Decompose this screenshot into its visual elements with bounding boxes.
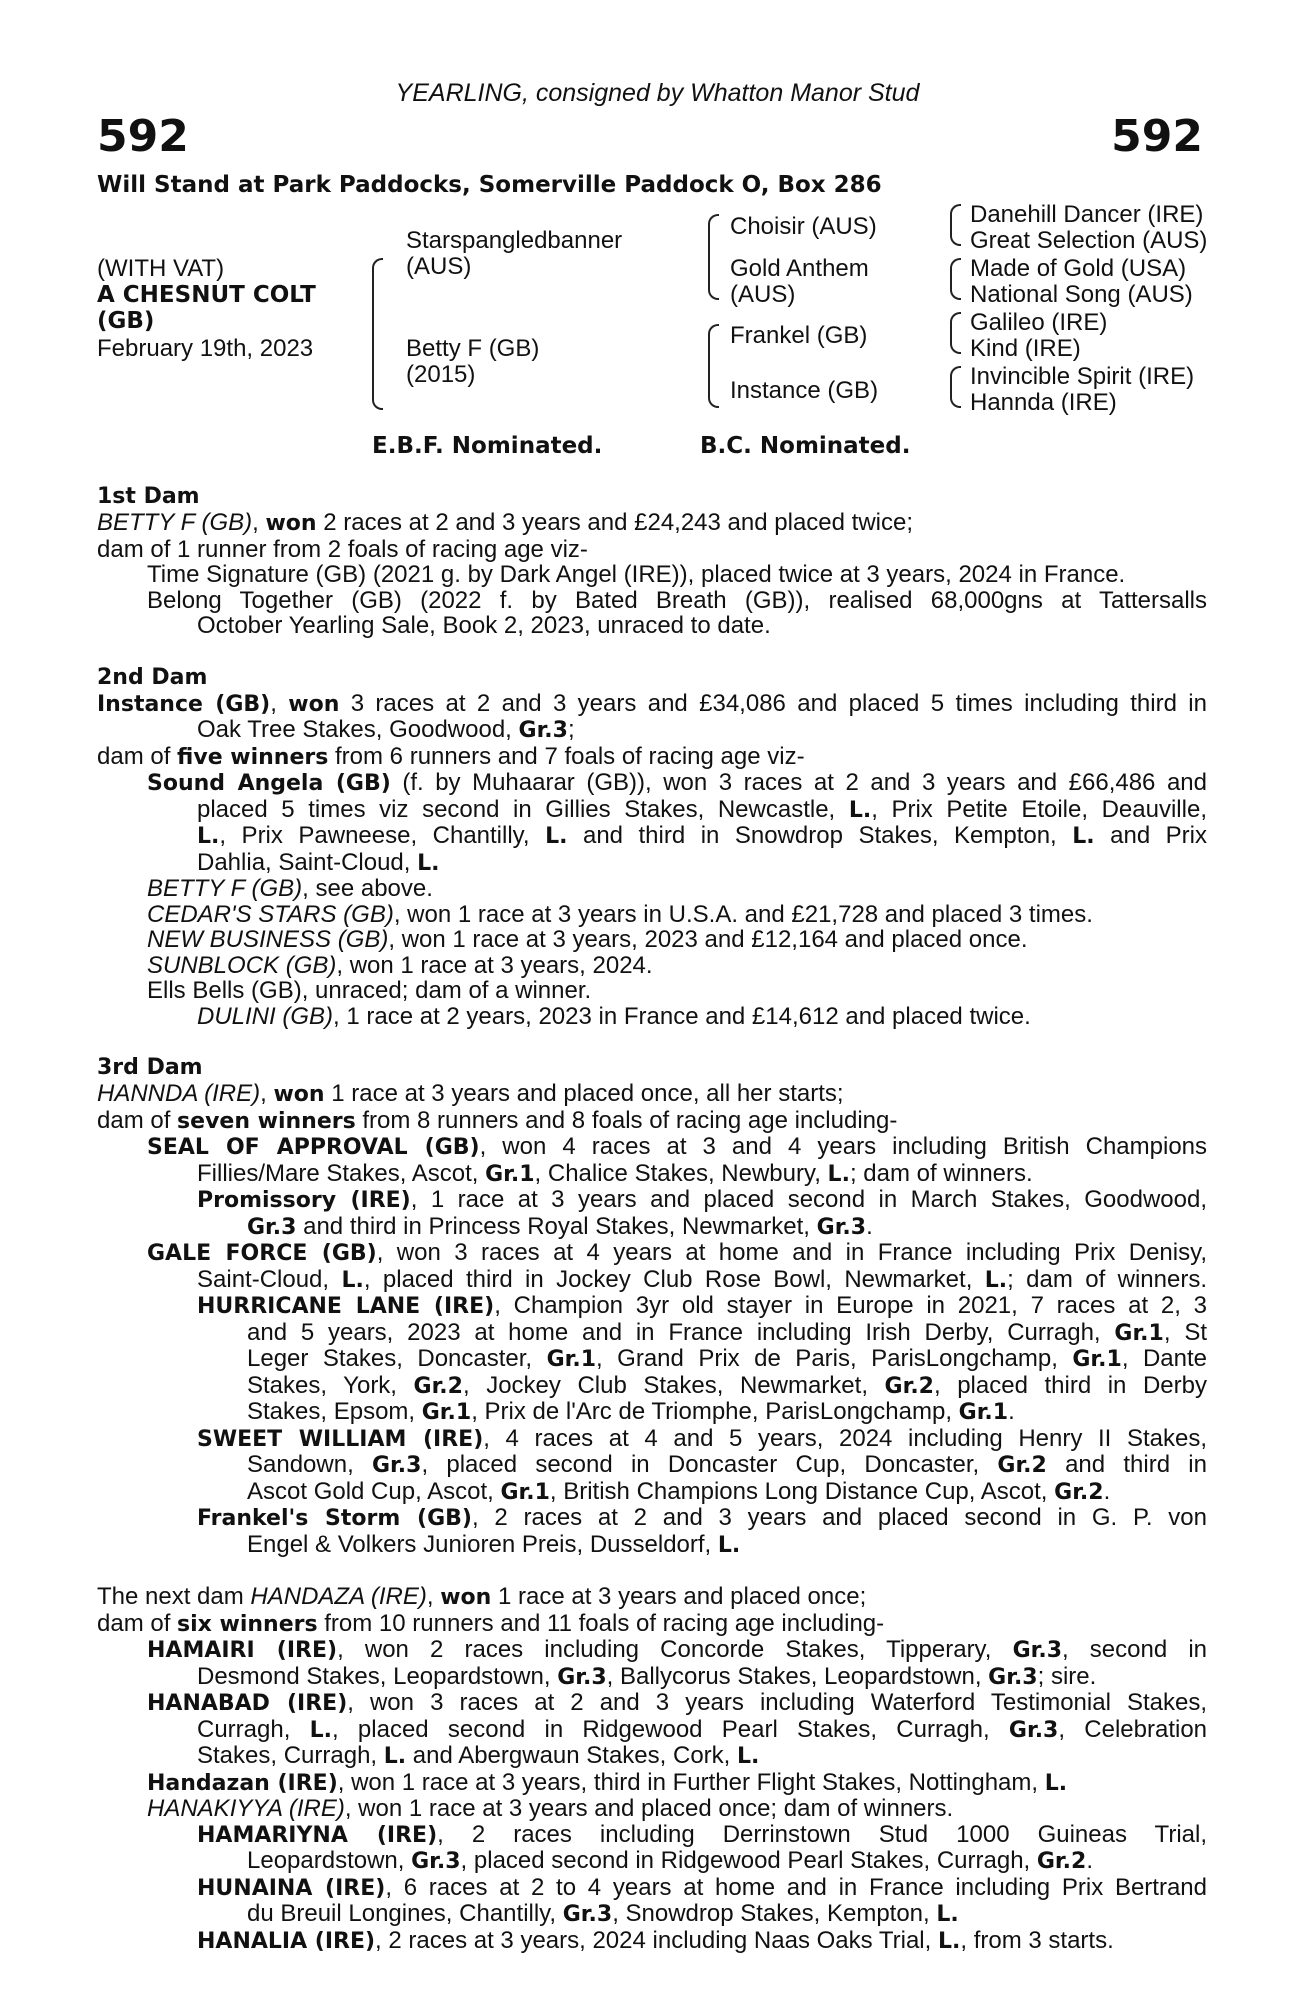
- grade: L.: [737, 1744, 760, 1769]
- text: , won 1 race at 3 years and placed once; dam of winners.: [344, 1795, 954, 1822]
- pedigree-brace-g4: [950, 366, 961, 408]
- text: .: [1086, 1847, 1093, 1874]
- text: , 6 races at 2 to 4 years at home and in France including Prix Bertrand: [385, 1873, 1207, 1901]
- text: Stakes, Epsom,: [247, 1398, 422, 1425]
- text: , Champion 3yr old stayer in Europe in 2021, 7 races at 2, 3: [494, 1292, 1207, 1319]
- pedigree-brace-g3: [950, 312, 961, 354]
- grade: Gr.2: [413, 1373, 463, 1399]
- produce-name: HANAKIYYA (IRE): [147, 1795, 345, 1822]
- text: placed 5 times viz second in Gillies Stakes, Newcastle,: [197, 795, 849, 823]
- text: , Prix de l'Arc de Triomphe, ParisLongchamp,: [471, 1398, 959, 1425]
- second-dam-name: Instance (GB): [97, 691, 271, 717]
- text: ;: [567, 716, 575, 743]
- pedigree-brace-dam: [708, 324, 719, 408]
- produce-name: HUNAINA (IRE): [197, 1875, 386, 1901]
- produce-name: Frankel's Storm (GB): [197, 1506, 472, 1531]
- dam-name: Betty F (GB): [406, 335, 540, 362]
- pedigree-brace-main: [372, 258, 383, 410]
- sire-dam-name: Gold Anthem: [730, 255, 869, 282]
- produce-name: SUNBLOCK (GB): [147, 951, 337, 979]
- grade: Gr.3: [518, 718, 568, 743]
- grade: Gr.3: [988, 1664, 1038, 1690]
- grade: L.: [936, 1902, 959, 1927]
- text: from 6 runners and 7 foals of racing age viz-: [328, 742, 805, 770]
- grade: L.: [1072, 824, 1095, 849]
- text: , won 1 race at 3 years, third in Further Flight Stakes, Nottingham,: [337, 1768, 1045, 1796]
- text: , won 1 race at 3 years, 2023 and £12,164 and placed once.: [388, 926, 1028, 953]
- text: , 1 race at 3 years and placed second in March Stakes, Goodwood,: [410, 1186, 1207, 1213]
- text: Fillies/Mare Stakes, Ascot,: [197, 1159, 486, 1187]
- text: , placed third in Jockey Club Rose Bowl, Newmarket,: [363, 1265, 985, 1293]
- grade: L.: [545, 824, 568, 849]
- produce-name: Promissory (IRE): [197, 1188, 411, 1213]
- horse-dob: February 19th, 2023: [97, 335, 314, 362]
- text: .: [1008, 1398, 1015, 1425]
- produce-name: BETTY F (GB): [147, 875, 303, 902]
- sire-origin: (AUS): [406, 253, 472, 280]
- text: , placed second in Ridgewood Pearl Stakes, Curragh,: [460, 1847, 1037, 1874]
- text: Curragh,: [197, 1715, 310, 1743]
- text: Sandown,: [247, 1451, 372, 1478]
- grade: Gr.1: [500, 1479, 550, 1505]
- text: from 10 runners and 11 foals of racing age including-: [317, 1609, 885, 1637]
- consignor-line: YEARLING, consigned by Whatton Manor Stud: [395, 79, 920, 107]
- produce-belong-together: Belong Together (GB) (2022 f. by Bated Breath (GB)), realised 68,000gns at Tattersalls: [147, 586, 1207, 614]
- grade: L.: [827, 1161, 850, 1187]
- text: , Jockey Club Stakes, Newmarket,: [462, 1371, 885, 1399]
- grade: L.: [383, 1744, 407, 1769]
- produce-name: Handazan (IRE): [147, 1770, 338, 1796]
- text: Leopardstown,: [247, 1847, 412, 1874]
- produce-name: HAMAIRI (IRE): [147, 1638, 338, 1663]
- text: , from 3 starts.: [960, 1926, 1114, 1954]
- text: dam of: [97, 1106, 178, 1134]
- text: , British Champions Long Distance Cup, Ascot,: [549, 1477, 1055, 1505]
- first-dam-title: 1st Dam: [97, 484, 200, 509]
- text: , see above.: [302, 875, 433, 902]
- produce-name: SEAL OF APPROVAL (GB): [147, 1135, 480, 1160]
- won-label: won: [288, 691, 340, 717]
- text: and third in: [1046, 1451, 1207, 1478]
- text: and third in Snowdrop Stakes, Kempton,: [567, 822, 1073, 849]
- text: , 4 races at 4 and 5 years, 2024 including Henry II Stakes,: [483, 1424, 1207, 1452]
- grade: L.: [937, 1928, 961, 1954]
- sep: ,: [270, 689, 289, 717]
- text: and 5 years, 2023 at home and in France including Irish Derby, Curragh,: [247, 1318, 1115, 1346]
- text: Stakes, York,: [247, 1371, 414, 1399]
- text: Leger Stakes, Doncaster,: [247, 1345, 547, 1372]
- text: , 2 races at 2 and 3 years and placed second in G. P. von: [471, 1504, 1207, 1531]
- text: , Dante: [1121, 1345, 1207, 1372]
- winners-count: seven winners: [177, 1108, 356, 1134]
- text: Ascot Gold Cup, Ascot,: [247, 1477, 501, 1505]
- grade: Gr.3: [247, 1214, 297, 1240]
- text: Dahlia, Saint-Cloud,: [197, 848, 418, 876]
- second-dam-record: 3 races at 2 and 3 years and £34,086 and placed 5 times including third in: [339, 689, 1207, 717]
- text: , Ballycorus Stakes, Leopardstown,: [606, 1662, 989, 1690]
- won-label: won: [440, 1585, 492, 1610]
- horse-name-line2: (GB): [97, 308, 155, 334]
- text: Stakes, Curragh,: [197, 1742, 384, 1769]
- text: ; dam of winners.: [849, 1159, 1033, 1187]
- text: , placed second in Doncaster Cup, Doncaster,: [421, 1451, 998, 1478]
- text: du Breuil Longines, Chantilly,: [247, 1900, 563, 1927]
- catalogue-body: [97, 484, 1207, 1954]
- grade: Gr.3: [562, 1902, 613, 1927]
- grade: L.: [984, 1267, 1008, 1293]
- sds: Made of Gold (USA): [970, 255, 1187, 282]
- text: , second in: [1062, 1636, 1208, 1663]
- text: , Chalice Stakes, Newbury,: [534, 1159, 828, 1187]
- text: , St: [1163, 1318, 1207, 1346]
- first-dam-record: 2 races at 2 and 3 years and £24,243 and placed twice;: [316, 509, 913, 536]
- text: Saint-Cloud,: [197, 1265, 342, 1293]
- text: , Snowdrop Stakes, Kempton,: [612, 1900, 937, 1927]
- pedigree-brace-g2: [950, 258, 961, 300]
- grade: L.: [309, 1717, 333, 1743]
- grade: L.: [717, 1532, 741, 1558]
- first-dam-name: BETTY F (GB): [97, 509, 253, 536]
- text: , won 3 races at 4 years at home and in France including Prix Denisy,: [376, 1239, 1207, 1266]
- first-dam-section: 1st Dam BETTY F (GB), won 2 races at 2 and 3 years and £24,243 and placed twice; dam of 1 runner from 2 foals of racing age viz- Time Signature (GB) (2021 g. by Dark Angel (IRE)), placed twice at 3 years, 2024 in France. Belong Together (GB) (2022 f. by Bated Breath (GB)), realised 68,000gns at Tattersalls October Yearling Sale, Book 2, 2023, unraced to date.: [97, 484, 1207, 639]
- stabling-location: Will Stand at Park Paddocks, Somerville Paddock O, Box 286: [97, 172, 882, 198]
- dss: Galileo (IRE): [970, 309, 1108, 336]
- text: and third in Princess Royal Stakes, Newmarket,: [296, 1212, 817, 1240]
- grade: L.: [197, 824, 220, 849]
- grade: Gr.3: [411, 1849, 461, 1874]
- text: , 2 races including Derrinstown Stud 1000 Guineas Trial,: [437, 1820, 1207, 1848]
- text: , Prix Pawneese, Chantilly,: [219, 822, 546, 849]
- grade: L.: [417, 850, 440, 876]
- second-dam-section: [97, 665, 1207, 1030]
- sep: ,: [426, 1583, 441, 1610]
- text: , Celebration: [1058, 1715, 1208, 1743]
- text: , placed second in Ridgewood Pearl Stakes, Curragh,: [332, 1715, 1009, 1743]
- sdd: National Song (AUS): [970, 281, 1193, 308]
- ssd: Great Selection (AUS): [970, 227, 1208, 254]
- grade: Gr.1: [421, 1400, 472, 1425]
- produce-name: HANALIA (IRE): [197, 1928, 376, 1954]
- grade: Gr.2: [997, 1453, 1047, 1478]
- produce-belong-together-cont: October Yearling Sale, Book 2, 2023, unraced to date.: [197, 612, 771, 639]
- sep: ,: [260, 1080, 274, 1107]
- third-dam-section: [97, 1055, 1207, 1558]
- text: dam of: [97, 742, 178, 770]
- text: ; sire.: [1037, 1662, 1097, 1690]
- text: , Prix Petite Etoile, Deauville,: [871, 795, 1207, 823]
- horse-name-line1: A CHESNUT COLT: [97, 282, 316, 308]
- text: (f. by Muhaarar (GB)), won 3 races at 2 and 3 years and £66,486 and: [390, 769, 1207, 796]
- text: from 8 runners and 8 foals of racing age including-: [355, 1106, 898, 1134]
- third-dam-title: 3rd Dam: [97, 1055, 203, 1080]
- winners-count: five winners: [177, 744, 329, 770]
- text: , 2 races at 3 years, 2024 including Naas Oaks Trial,: [375, 1926, 938, 1954]
- grade: Gr.3: [372, 1453, 422, 1478]
- text: .: [866, 1212, 873, 1240]
- produce-name: DULINI (GB): [197, 1002, 334, 1030]
- sire-dam-origin: (AUS): [730, 281, 796, 308]
- grade: Gr.2: [1036, 1849, 1087, 1874]
- text: , placed third in Derby: [933, 1371, 1207, 1399]
- produce-ells-bells: Ells Bells (GB), unraced; dam of a winner.: [147, 977, 592, 1004]
- produce-time-signature: Time Signature (GB) (2021 g. by Dark Angel (IRE)), placed twice at 3 years, 2024 in France.: [147, 561, 1126, 588]
- text: and Prix: [1094, 822, 1208, 849]
- grade: Gr.3: [1008, 1717, 1059, 1743]
- text: 1 race at 3 years and placed once;: [491, 1583, 867, 1610]
- text: The next dam: [97, 1583, 251, 1610]
- grade: Gr.1: [485, 1161, 535, 1187]
- grade: Gr.1: [1114, 1320, 1164, 1346]
- text: , won 2 races including Concorde Stakes, Tipperary,: [337, 1636, 1013, 1663]
- produce-name: CEDAR'S STARS (GB): [147, 900, 394, 928]
- sire-sire: Choisir (AUS): [730, 213, 877, 240]
- grade: L.: [341, 1267, 364, 1293]
- winners-count: six winners: [177, 1611, 318, 1637]
- grade: Gr.3: [816, 1214, 867, 1240]
- dam-year: (2015): [406, 361, 476, 388]
- first-dam-produce-summary: dam of 1 runner from 2 foals of racing age viz-: [97, 535, 588, 563]
- text: , won 1 race at 3 years in U.S.A. and £21,728 and placed 3 times.: [393, 900, 1093, 928]
- second-dam-title: 2nd Dam: [97, 664, 208, 690]
- ebf-nomination: E.B.F. Nominated.: [372, 433, 603, 459]
- horse-vat: (WITH VAT): [97, 255, 225, 282]
- grade: L.: [848, 797, 872, 823]
- produce-name: Sound Angela (GB): [147, 771, 391, 796]
- next-dam-section: [97, 1584, 1207, 1954]
- grade: Gr.1: [546, 1347, 597, 1372]
- dds: Invincible Spirit (IRE): [970, 363, 1195, 390]
- text: , won 1 race at 3 years, 2024.: [336, 951, 653, 979]
- text: , 1 race at 2 years, 2023 in France and £14,612 and placed twice.: [333, 1002, 1031, 1030]
- grade: L.: [1044, 1770, 1068, 1796]
- text: Oak Tree Stakes, Goodwood,: [197, 716, 519, 743]
- won-label: won: [265, 511, 317, 536]
- grade: Gr.1: [1072, 1347, 1122, 1372]
- grade: Gr.2: [1054, 1479, 1104, 1505]
- produce-name: HURRICANE LANE (IRE): [197, 1294, 495, 1319]
- dsd: Kind (IRE): [970, 335, 1081, 362]
- next-dam-name: HANDAZA (IRE): [250, 1583, 427, 1610]
- text: , won 3 races at 2 and 3 years including Waterford Testimonial Stakes,: [347, 1689, 1207, 1716]
- text: Desmond Stakes, Leopardstown,: [197, 1662, 558, 1690]
- text: 1 race at 3 years and placed once, all her starts;: [324, 1080, 844, 1107]
- pedigree-brace-sire: [708, 214, 719, 300]
- won-label: won: [273, 1082, 325, 1107]
- text: .: [1103, 1477, 1111, 1505]
- lot-number-left: 592: [97, 111, 189, 162]
- dam-sire: Frankel (GB): [730, 322, 868, 349]
- produce-name: SWEET WILLIAM (IRE): [197, 1426, 484, 1452]
- grade: Gr.3: [557, 1664, 607, 1690]
- third-dam-name: HANNDA (IRE): [97, 1080, 261, 1107]
- sss: Danehill Dancer (IRE): [970, 201, 1204, 228]
- text: , won 4 races at 3 and 4 years including British Champions: [479, 1133, 1208, 1160]
- grade: Gr.3: [1012, 1638, 1063, 1663]
- produce-name: NEW BUSINESS (GB): [147, 926, 389, 953]
- produce-name: HAMARIYNA (IRE): [197, 1822, 438, 1848]
- lot-number-right: 592: [1111, 111, 1203, 162]
- text: ; dam of winners.: [1007, 1265, 1207, 1293]
- ddd: Hannda (IRE): [970, 389, 1117, 416]
- grade: Gr.1: [958, 1400, 1009, 1425]
- text: dam of: [97, 1609, 178, 1637]
- dam-dam: Instance (GB): [730, 377, 879, 404]
- produce-name: HANABAD (IRE): [147, 1691, 348, 1716]
- bc-nomination: B.C. Nominated.: [700, 433, 911, 459]
- text: Engel & Volkers Junioren Preis, Dusseldorf,: [247, 1530, 718, 1558]
- text: , Grand Prix de Paris, ParisLongchamp,: [596, 1345, 1073, 1372]
- text: and Abergwaun Stakes, Cork,: [406, 1742, 737, 1769]
- sire-name: Starspangledbanner: [406, 227, 623, 254]
- grade: Gr.2: [884, 1373, 934, 1399]
- pedigree-brace-g1: [950, 204, 961, 246]
- produce-name: GALE FORCE (GB): [147, 1241, 377, 1266]
